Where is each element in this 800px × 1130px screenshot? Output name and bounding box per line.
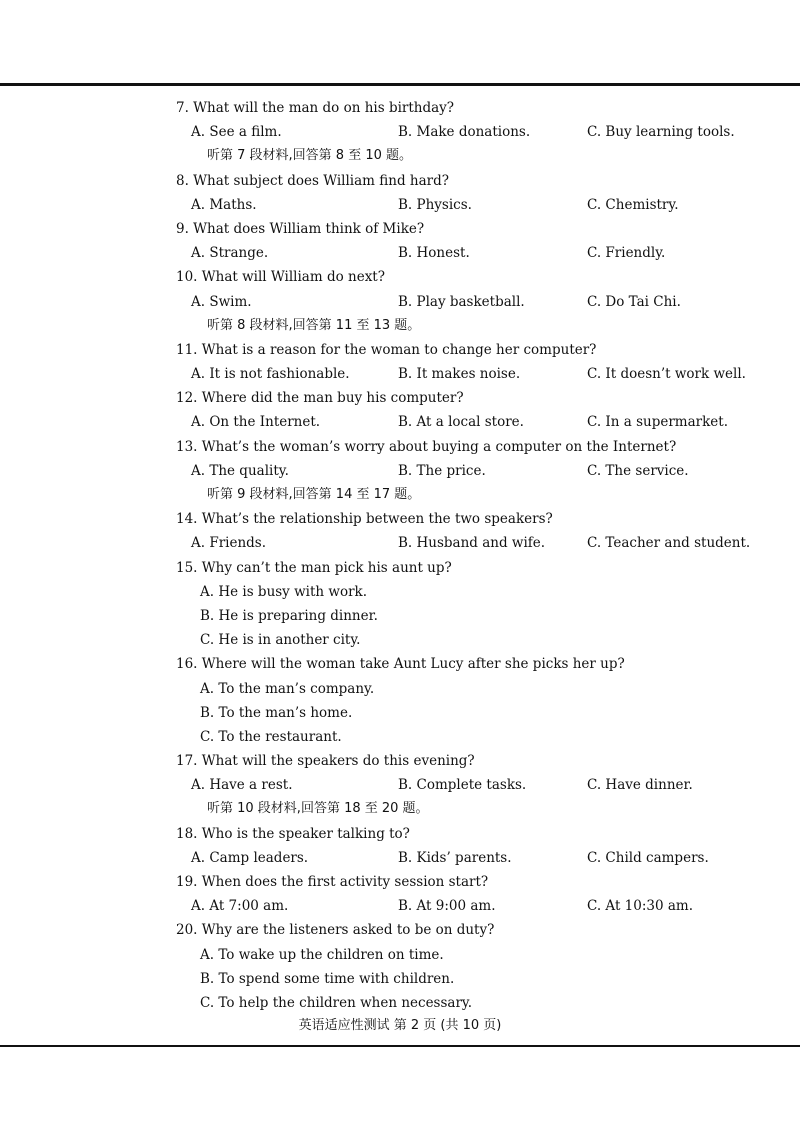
option-b: B. Husband and wife. <box>398 535 546 552</box>
option-line <box>0 628 800 652</box>
options-row <box>0 120 800 144</box>
question-text: 14. What’s the relationship between the two speakers? <box>176 511 553 528</box>
question-line <box>0 217 800 241</box>
section-instruction <box>0 483 800 507</box>
options-row <box>0 241 800 265</box>
option-a: A. It is not fashionable. <box>191 366 350 383</box>
option-a: A. Have a rest. <box>191 777 293 794</box>
question-line <box>0 556 800 580</box>
options-row <box>0 410 800 434</box>
exam-content <box>0 96 800 1015</box>
option-c: C. Do Tai Chi. <box>587 293 681 310</box>
option-text: B. To the man’s home. <box>200 704 353 721</box>
question-line <box>0 507 800 531</box>
question-line <box>0 652 800 676</box>
options-row <box>0 362 800 386</box>
option-text: A. To wake up the children on time. <box>200 946 444 963</box>
options-row <box>0 894 800 918</box>
option-b: B. Kids’ parents. <box>398 849 512 866</box>
top-rule <box>0 83 800 86</box>
option-c: C. Teacher and student. <box>587 535 751 552</box>
option-line <box>0 701 800 725</box>
question-text: 12. Where did the man buy his computer? <box>176 390 464 407</box>
question-line <box>0 265 800 289</box>
question-text: 9. What does William think of Mike? <box>176 220 425 237</box>
question-text: 10. What will William do next? <box>176 269 385 286</box>
option-text: B. To spend some time with children. <box>200 970 455 987</box>
option-a: A. The quality. <box>191 462 289 479</box>
option-b: B. At 9:00 am. <box>398 898 496 915</box>
section-instruction-text: 听第 7 段材料,回答第 8 至 10 题。 <box>207 148 413 164</box>
question-line <box>0 822 800 846</box>
option-a: A. Friends. <box>191 535 267 552</box>
question-text: 19. When does the first activity session start? <box>176 874 489 890</box>
page-footer: 英语适应性测试 第 2 页 (共 10 页) <box>298 1018 502 1033</box>
question-text: 13. What’s the woman’s worry about buying a computer on the Internet? <box>176 438 677 455</box>
option-a: A. Maths. <box>191 196 257 213</box>
question-line <box>0 435 800 459</box>
options-row <box>0 773 800 797</box>
option-line <box>0 725 800 749</box>
option-text: B. He is preparing dinner. <box>200 607 378 624</box>
option-b: B. At a local store. <box>398 414 524 431</box>
option-c: C. It doesn’t work well. <box>587 366 746 383</box>
option-b: B. Play basketball. <box>398 293 525 310</box>
question-text: 18. Who is the speaker talking to? <box>176 825 410 842</box>
option-text: C. To help the children when necessary. <box>200 994 473 1011</box>
option-a: A. On the Internet. <box>191 414 321 431</box>
option-c: C. In a supermarket. <box>587 414 728 431</box>
option-b: B. Honest. <box>398 245 470 262</box>
question-text: 11. What is a reason for the woman to change her computer? <box>176 341 597 358</box>
option-line <box>0 991 800 1015</box>
section-instruction-text: 听第 9 段材料,回答第 14 至 17 题。 <box>207 487 421 502</box>
option-c: C. Buy learning tools. <box>587 124 735 141</box>
section-instruction-text: 听第 8 段材料,回答第 11 至 13 题。 <box>207 317 421 333</box>
question-text: 20. Why are the listeners asked to be on duty? <box>176 922 495 939</box>
option-b: B. Physics. <box>398 196 472 213</box>
bottom-rule <box>0 1045 800 1047</box>
question-line <box>0 870 800 894</box>
option-b: B. The price. <box>398 462 486 479</box>
option-a: A. Strange. <box>191 245 269 262</box>
question-line <box>0 96 800 120</box>
option-a: A. Swim. <box>191 293 252 310</box>
option-a: A. At 7:00 am. <box>191 898 289 915</box>
options-row <box>0 531 800 555</box>
options-row <box>0 846 800 870</box>
question-line <box>0 918 800 942</box>
question-line <box>0 386 800 410</box>
option-b: B. Make donations. <box>398 124 531 141</box>
question-text: 17. What will the speakers do this evening? <box>176 753 475 770</box>
question-text: 16. Where will the woman take Aunt Lucy after she picks her up? <box>176 656 625 673</box>
section-instruction <box>0 314 800 338</box>
option-text: C. To the restaurant. <box>200 728 342 745</box>
question-text: 15. Why can’t the man pick his aunt up? <box>176 559 452 576</box>
option-a: A. See a film. <box>191 124 282 141</box>
option-a: A. Camp leaders. <box>191 849 309 866</box>
section-instruction <box>0 797 800 821</box>
question-line <box>0 338 800 362</box>
options-row <box>0 290 800 314</box>
option-line <box>0 967 800 991</box>
option-b: B. It makes noise. <box>398 366 521 383</box>
question-text: 8. What subject does William find hard? <box>176 172 449 189</box>
option-c: C. At 10:30 am. <box>587 898 693 915</box>
option-b: B. Complete tasks. <box>398 777 527 794</box>
option-text: A. He is busy with work. <box>200 583 367 600</box>
option-line <box>0 943 800 967</box>
option-text: C. He is in another city. <box>200 632 361 649</box>
options-row <box>0 193 800 217</box>
question-text: 7. What will the man do on his birthday? <box>176 100 455 116</box>
option-c: C. Chemistry. <box>587 196 679 213</box>
option-c: C. Child campers. <box>587 849 709 866</box>
question-line <box>0 169 800 193</box>
option-line <box>0 604 800 628</box>
option-line <box>0 580 800 604</box>
section-instruction-text: 听第 10 段材料,回答第 18 至 20 题。 <box>207 801 429 817</box>
option-c: C. Have dinner. <box>587 777 693 794</box>
option-c: C. Friendly. <box>587 245 666 262</box>
option-line <box>0 677 800 701</box>
question-line <box>0 749 800 773</box>
options-row <box>0 459 800 483</box>
section-instruction <box>0 144 800 168</box>
option-text: A. To the man’s company. <box>200 680 375 697</box>
option-c: C. The service. <box>587 462 689 479</box>
